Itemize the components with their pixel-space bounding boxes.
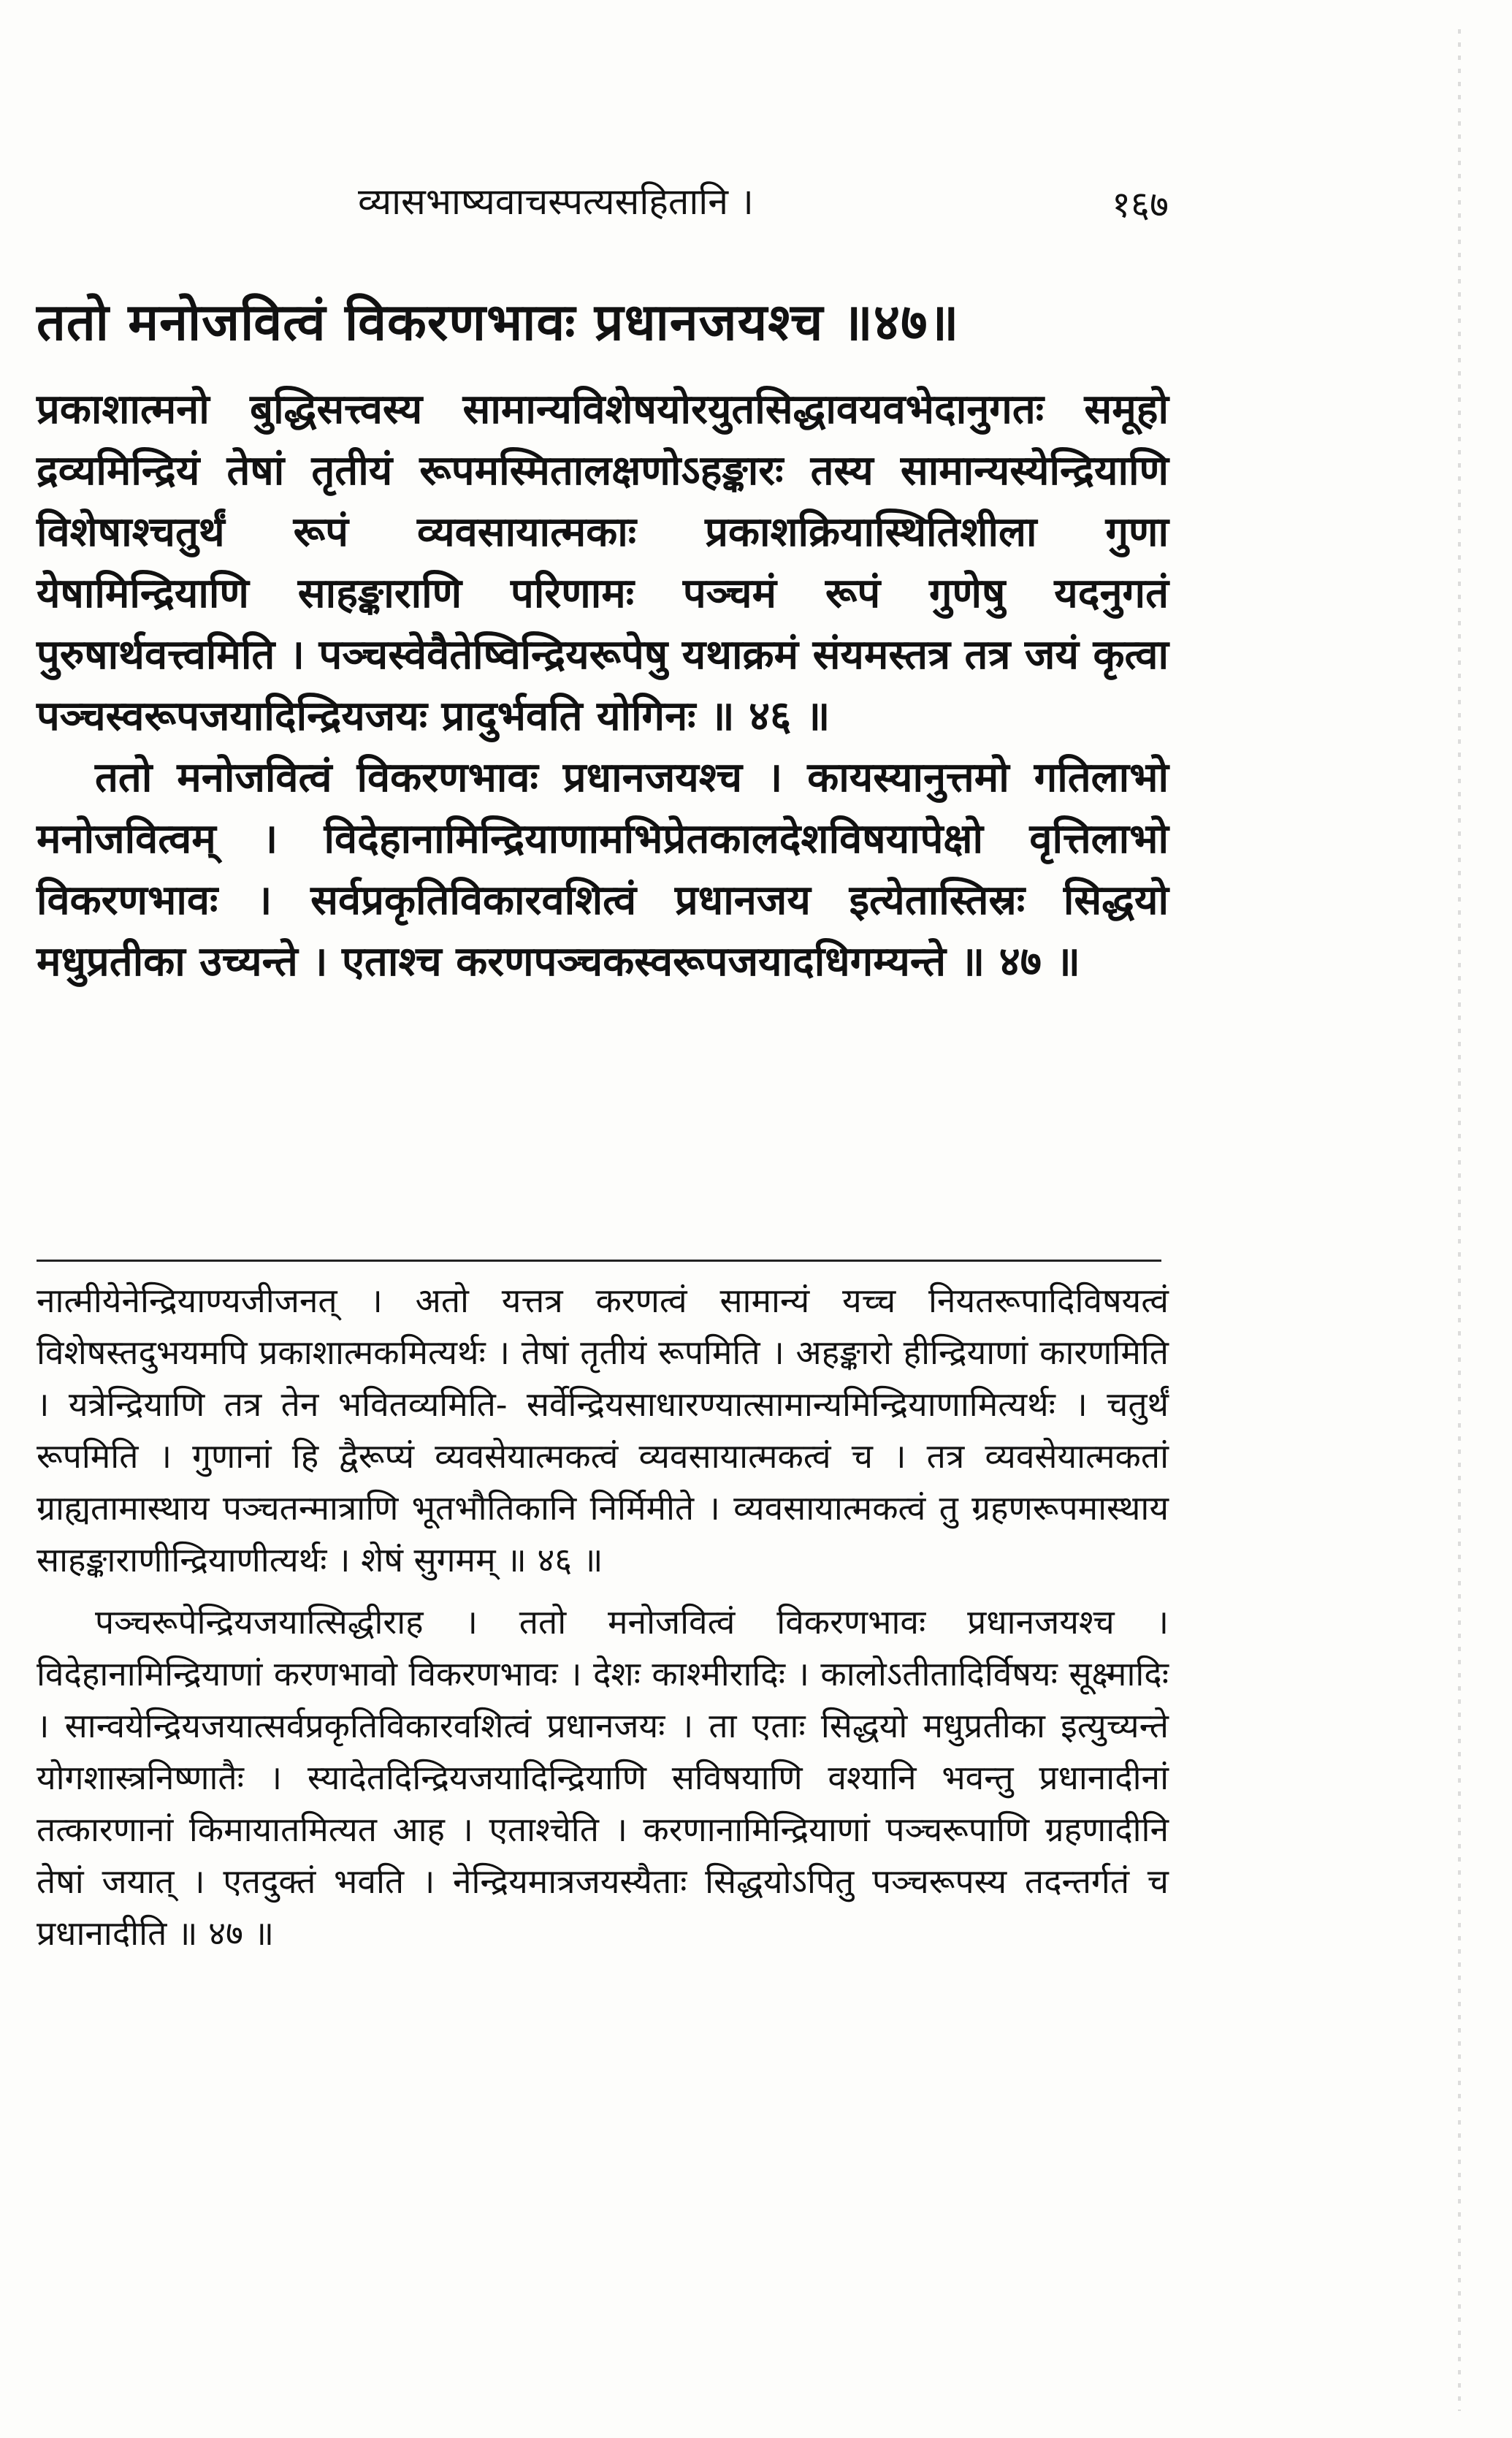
tika-paragraph-46: नात्मीयेनेन्द्रियाण्यजीजनत् । अतो यत्तत्र करणत्वं सामान्यं यच्च नियतरूपादिविषयत्वं विशेषस्तदुभयमपि प्रकाशात्मकमित्यर्थः । तेषां तृतीयं रूपमिति । अहङ्कारो हीन्द्रियाणां कारणमिति । यत्रेन्द्रियाणि तत्र तेन भवितव्यमिति- सर्वेन्द्रियसाधारण्यात्सामान्यमिन्द्रियाणामित्यर्थः । चतुर्थं रूपमिति । गुणानां हि द्वैरूप्यं व्यवसेयात्मकत्वं व्यवसायात्मकत्वं च । तत्र व्यवसेयात्मकतां ग्राह्यतामास्थाय पञ्चतन्मात्राणि भूतभौतिकानि निर्मिमीते । व्यवसायात्मकत्वं तु ग्रहणरूपमास्थाय साहङ्काराणीन्द्रियाणीत्यर्थः । शेषं सुगमम् ॥ ४६ ॥	[37, 1281, 1169, 1580]
running-title: व्यासभाष्यवाचस्पत्यसहितानि ।	[358, 180, 754, 223]
scan-edge-marks	[1458, 29, 1461, 2411]
bhashya-commentary	[37, 378, 1169, 992]
page-header	[29, 168, 1169, 234]
bhashya-paragraph-47: ततो मनोजवित्वं विकरणभावः प्रधानजयश्च । कायस्यानुत्तमो गतिलाभो मनोजवित्वम् । विदेहानामिन्द्रियाणामभिप्रेतकालदेशविषयापेक्षो वृत्तिलाभो विकरणभावः । सर्वप्रकृतिविकारवशित्वं प्रधानजय इत्येतास्तिस्रः सिद्धयो मधुप्रतीका उच्यन्ते । एताश्च करणपञ्चकस्वरूपजयादधिगम्यन्ते ॥ ४७ ॥	[37, 753, 1169, 986]
sutra-heading: ततो मनोजवित्वं विकरणभावः प्रधानजयश्च ॥४७॥	[37, 292, 960, 352]
tika-commentary	[37, 1275, 1169, 1959]
bhashya-paragraph-46: प्रकाशात्मनो बुद्धिसत्त्वस्य सामान्यविशेषयोरयुतसिद्धावयवभेदानुगतः समूहो द्रव्यमिन्द्रियं तेषां तृतीयं रूपमस्मितालक्षणोऽहङ्कारः तस्य सामान्यस्येन्द्रियाणि विशेषाश्चतुर्थं रूपं व्यवसायात्मकाः प्रकाशक्रियास्थितिशीला गुणा येषामिन्द्रियाणि साहङ्काराणि परिणामः पञ्चमं रूपं गुणेषु यदनुगतं पुरुषार्थवत्त्वमिति । पञ्चस्वेवैतेष्विन्द्रियरूपेषु यथाक्रमं संयमस्तत्र तत्र जयं कृत्वा पञ्चस्वरूपजयादिन्द्रियजयः प्रादुर्भवति योगिनः ॥ ४६ ॥	[37, 385, 1169, 740]
tika-paragraph-47: पञ्चरूपेन्द्रियजयात्सिद्धीराह । ततो मनोजवित्वं विकरणभावः प्रधानजयश्च । विदेहानामिन्द्रियाणां करणभावो विकरणभावः । देशः काश्मीरादिः । कालोऽतीतादिर्विषयः सूक्ष्मादिः । सान्वयेन्द्रियजयात्सर्वप्रकृतिविकारवशित्वं प्रधानजयः । ता एताः सिद्धयो मधुप्रतीका इत्युच्यन्ते योगशास्त्रनिष्णातैः । स्यादेतदिन्द्रियजयादिन्द्रियाणि सविषयाणि वश्यानि भवन्तु प्रधानादीनां तत्कारणानां किमायातमित्यत आह । एताश्चेति । करणानामिन्द्रियाणां पञ्चरूपाणि ग्रहणादीनि तेषां जयात् । एतदुक्तं भवति । नेन्द्रियमात्रजयस्यैताः सिद्धयोऽपितु पञ्चरूपस्य तदन्तर्गतं च प्रधानादीति ॥ ४७ ॥	[37, 1602, 1169, 1953]
section-divider	[37, 1260, 1161, 1262]
page-number: १६७	[1112, 183, 1169, 226]
book-page	[29, 0, 1169, 2438]
